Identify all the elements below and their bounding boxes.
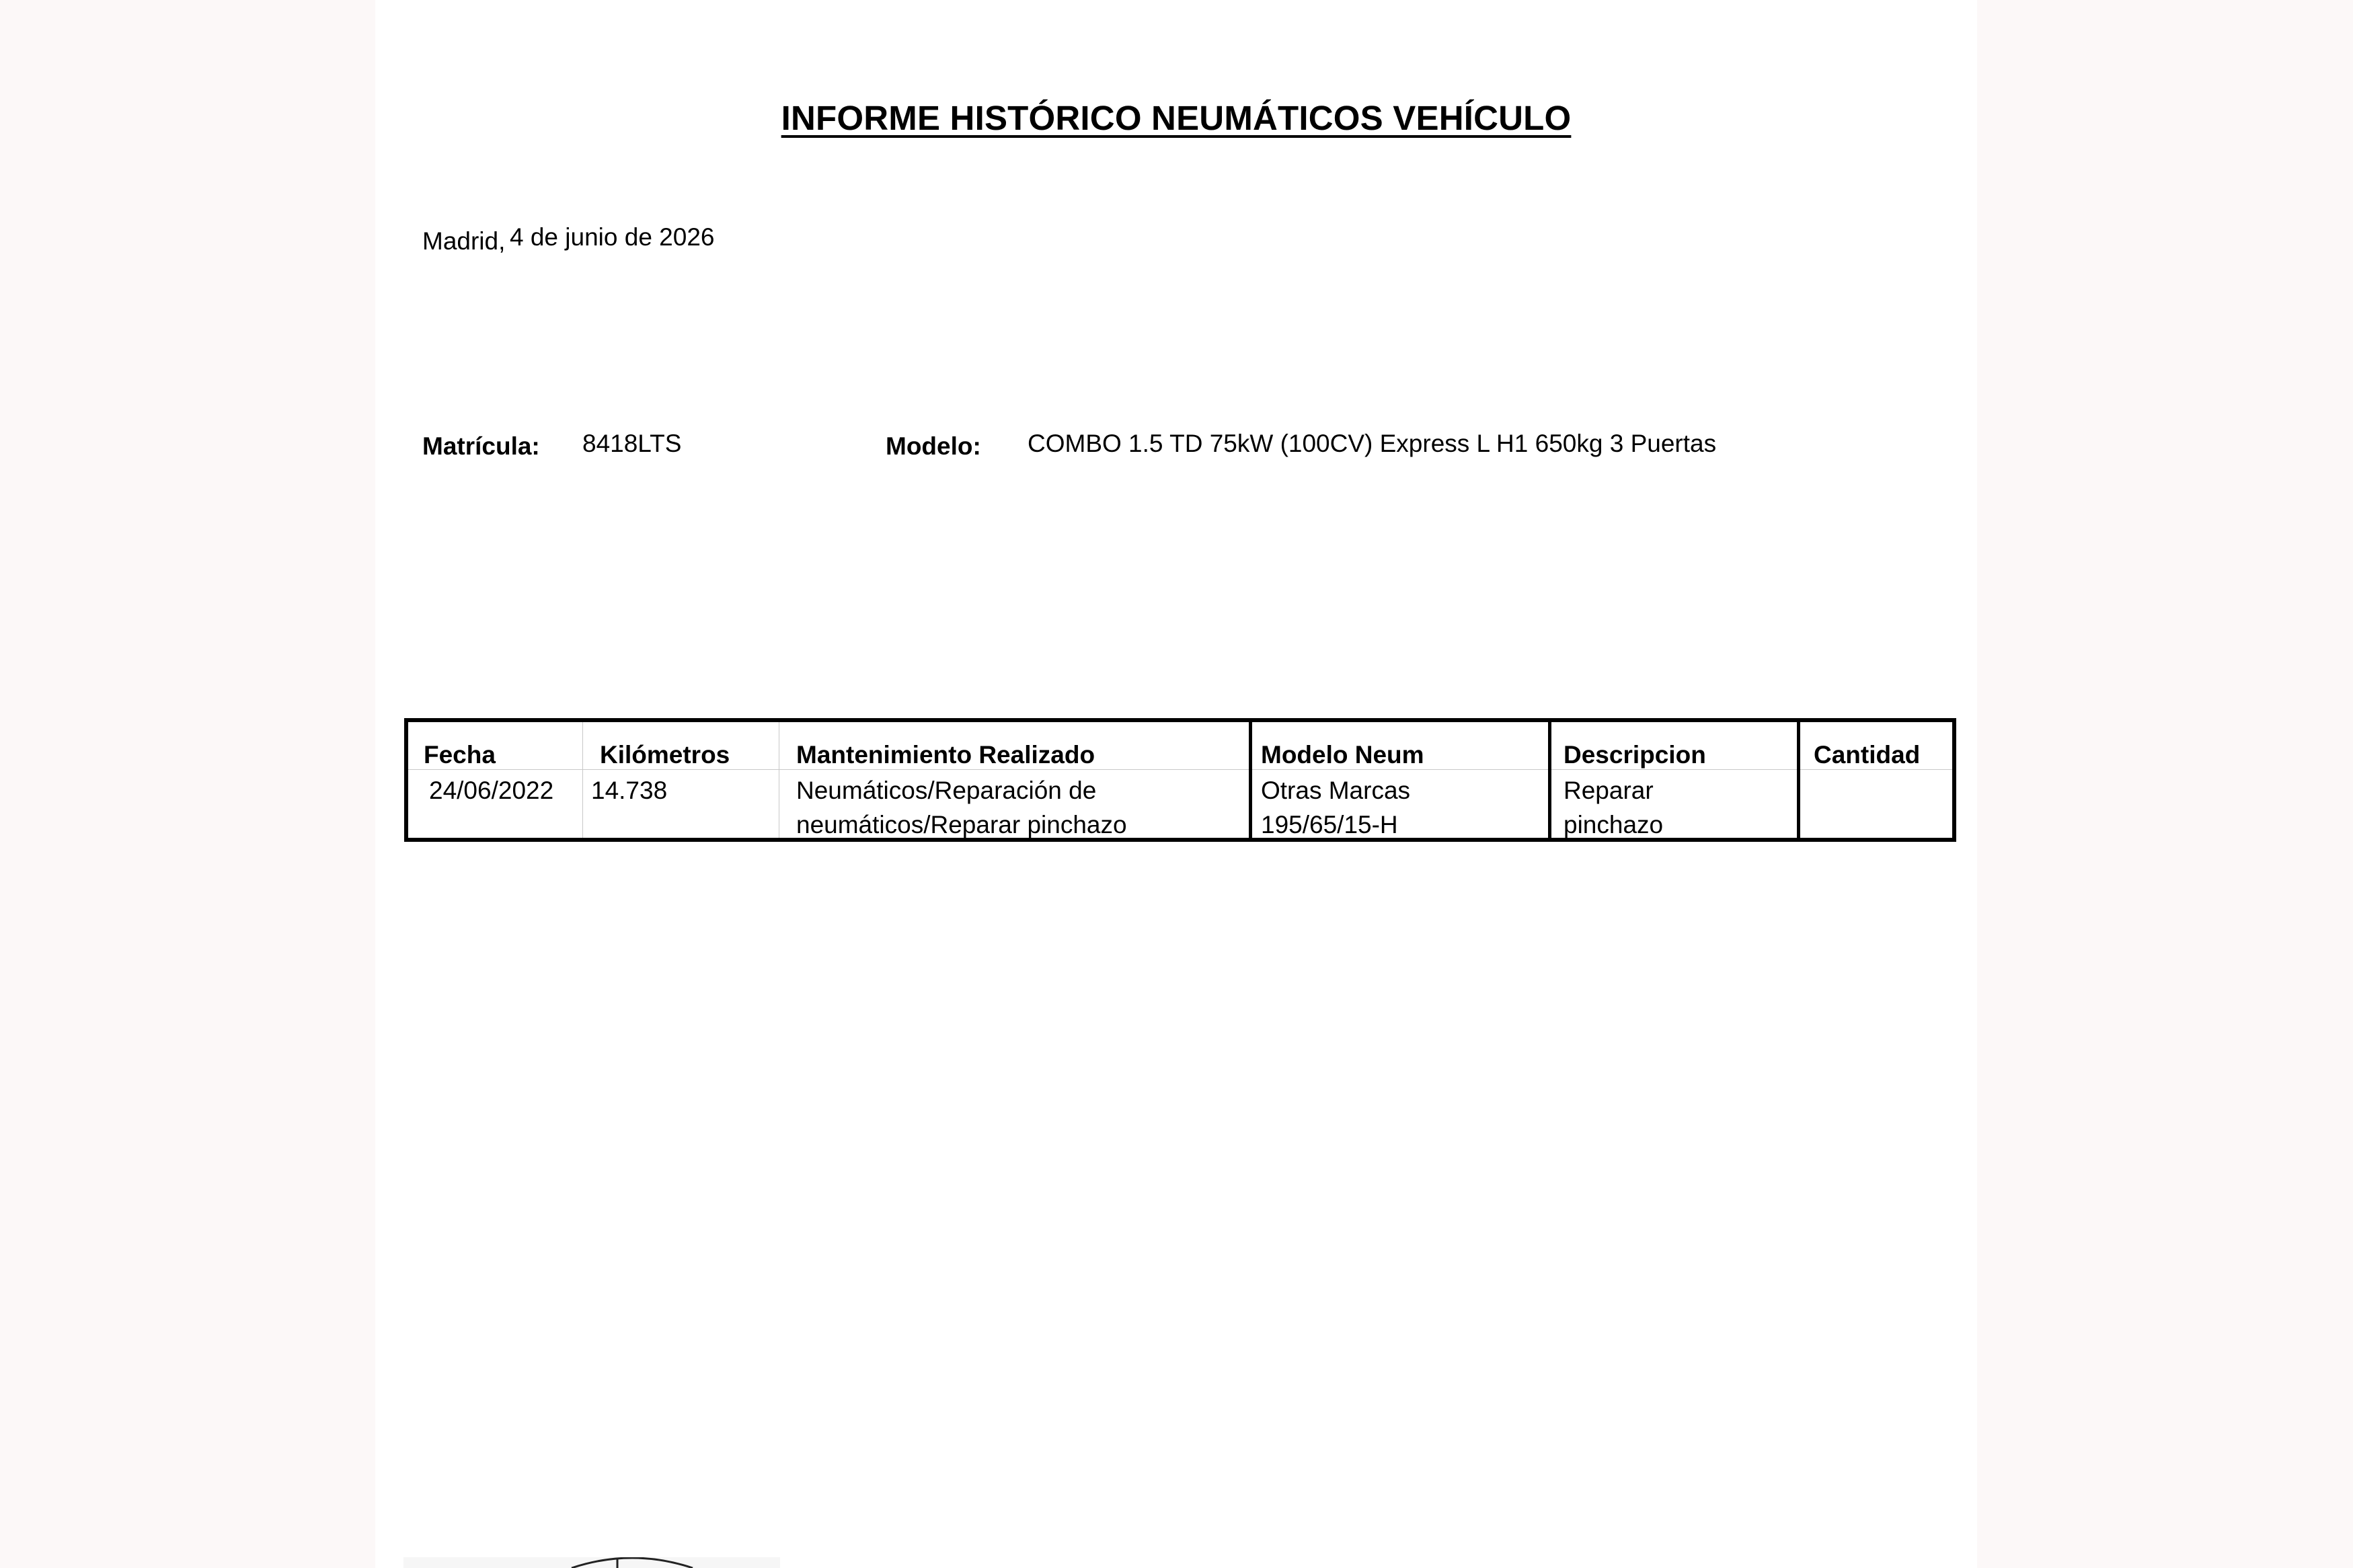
cell-modelo-line2: 195/65/15-H <box>1261 811 1398 838</box>
column-divider <box>1249 722 1252 838</box>
cell-modelo-line1: Otras Marcas <box>1261 777 1411 804</box>
cell-fecha: 24/06/2022 <box>429 777 554 804</box>
header-divider <box>408 769 1952 770</box>
modelo-label: Modelo: <box>886 432 981 460</box>
cell-kilometros: 14.738 <box>591 777 668 804</box>
header-mantenimiento: Mantenimiento Realizado <box>796 741 1095 769</box>
cell-descripcion <box>1564 773 1663 842</box>
tire-history-table <box>404 718 1956 842</box>
header-modelo-neum: Modelo Neum <box>1261 741 1424 769</box>
report-place: Madrid, <box>422 227 506 255</box>
cell-mantenimiento <box>796 773 1127 842</box>
header-descripcion: Descripcion <box>1564 741 1706 769</box>
cell-mantenimiento-line1: Neumáticos/Reparación de <box>796 777 1097 804</box>
matricula-label: Matrícula: <box>422 432 540 460</box>
stamp-arc-icon <box>565 1557 699 1568</box>
header-kilometros: Kilómetros <box>600 741 730 769</box>
document-page <box>375 0 1977 1568</box>
cell-descripcion-line1: Reparar <box>1564 777 1654 804</box>
cell-descripcion-line2: pinchazo <box>1564 811 1664 838</box>
stamp-fragment <box>403 1557 780 1568</box>
header-cantidad: Cantidad <box>1814 741 1921 769</box>
modelo-value: COMBO 1.5 TD 75kW (100CV) Express L H1 650kg 3 Puertas <box>1028 430 1717 457</box>
column-divider <box>1797 722 1800 838</box>
report-date: 4 de junio de 2026 <box>510 223 715 251</box>
column-divider <box>582 722 583 838</box>
column-divider <box>1548 722 1551 838</box>
cell-mantenimiento-line2: neumáticos/Reparar pinchazo <box>796 811 1127 838</box>
header-fecha: Fecha <box>424 741 496 769</box>
report-title: INFORME HISTÓRICO NEUMÁTICOS VEHÍCULO <box>781 99 1572 137</box>
matricula-value: 8418LTS <box>582 430 682 457</box>
cell-modelo-neum <box>1261 773 1410 842</box>
